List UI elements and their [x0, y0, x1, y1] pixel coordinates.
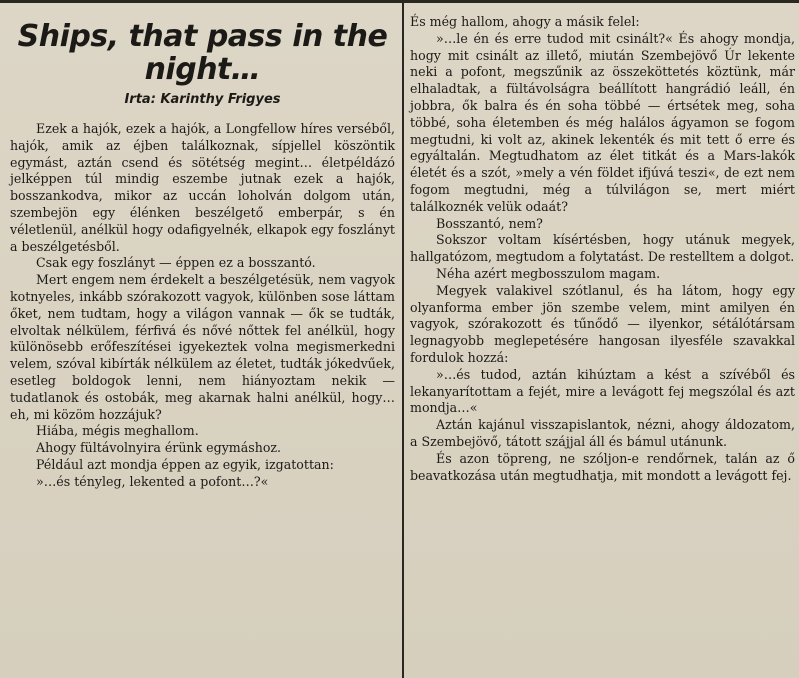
- paragraph: Aztán kajánul visszapislantok, nézni, ahogy áldozatom, a Szembejövő, tátott szájjal áll és bámul utánunk.: [410, 417, 795, 449]
- paragraph: Ahogy fültávolnyira érünk egymáshoz.: [36, 440, 282, 456]
- paragraph: »…le én és erre tudod mit csinált?« És ahogy mondja, hogy mit csinált az illető, miután Szembejövő Úr lekente neki a pofont, megszűnik az összeköttetés köztünk, már elhaladtak, a fültávolságra beállított hangrádió leáll, én jobbra, ők balra és én soha többé — értsétek meg, soha többé, soha életemben és még halálos ágyamon se fogom megtudni, ki volt az, akinek lekenték és mit tett ő erre és egyáltalán. Megtudhatom az élet titkát és a Mars-lakók életét és a szót, »mely a vén földet ifjúvá teszi«, de ezt nem fogom megtudni, még a túlvilágon se, mert miért találkoznék velük odaát?: [410, 30, 795, 214]
- paragraph: Például azt mondja éppen az egyik, izgatottan:: [36, 456, 334, 472]
- right-column: [410, 14, 795, 484]
- paragraph: Mert engem nem érdekelt a beszélgetésük, nem vagyok kotnyeles, inkább szórakozott vagyok, különben sose láttam őket, nem tudtam, hogy a világon vannak — ők se tudták, elvoltak nélkülem, férfivá és nővé nőttek fel anélkül, hogy különösebb erőfeszítései igyekeztek volna megismerkedni velem, szóval kibírták nélkülem az életet, tudták jókedvűek, esetleg boldogok lenni, nem hiányoztam nekik — tudatlanok és ostobák, meg akarnak halni anélkül, hogy… eh, mi közöm hozzájuk?: [10, 272, 395, 422]
- paragraph: »…és tényleg, lekented a pofont…?«: [36, 473, 269, 489]
- paragraph: Csak egy foszlányt — éppen ez a bosszantó.: [36, 255, 316, 271]
- paragraph: És azon töpreng, ne szóljon-e rendőrnek, talán az ő beavatkozása után megtudhatja, mit mondott a levágott fej.: [410, 450, 795, 483]
- paragraph: »…és tudod, aztán kihúztam a kést a szívéből és lekanyarítottam a fejét, mire a levágott fej megszólal és azt mondja…«: [410, 366, 795, 416]
- column-divider: [402, 2, 404, 678]
- article-title: Ships, that pass in the night…: [17, 19, 388, 87]
- paragraph: Ezek a hajók, ezek a hajók, a Longfellow híres verséből, hajók, amik az éjben találkoznak, sípjellel köszöntik egymást, aztán csend és sötétség megint… életpéldázó jelképpen túl mindig eszembe jutnak ezek a hajók, bosszankodva, mikor az uccán loholván dolgom után, szembejön egy élénken beszélgető emberpár, s én véletlenül, anélkül hogy odafigyelnék, elkapok egy foszlányt a beszélgetésből.: [10, 121, 395, 254]
- paragraph: Bosszantó, nem?: [436, 215, 543, 231]
- paragraph: Sokszor voltam kísértésben, hogy utánuk megyek, hallgatózom, megtudom a folytatást. De restelltem a dolgot.: [410, 232, 795, 265]
- article-byline: Irta: Karinthy Frigyes: [124, 92, 281, 107]
- top-rule: [0, 0, 799, 3]
- paragraph: Hiába, mégis meghallom.: [36, 423, 199, 439]
- paragraph: És még hallom, ahogy a másik felel:: [410, 14, 640, 29]
- left-column: [10, 8, 395, 491]
- paragraph: Megyek valakivel szótlanul, és ha látom, hogy egy olyanforma ember jön szembe velem, mint amilyen én vagyok, szórakozott és tűnődő — ilyenkor, sétálótársam legnagyobb meglepetésére hangosan ilyesféle szavakkal fordulok hozzá:: [410, 282, 795, 365]
- paragraph: Néha azért megbosszulom magam.: [436, 265, 661, 281]
